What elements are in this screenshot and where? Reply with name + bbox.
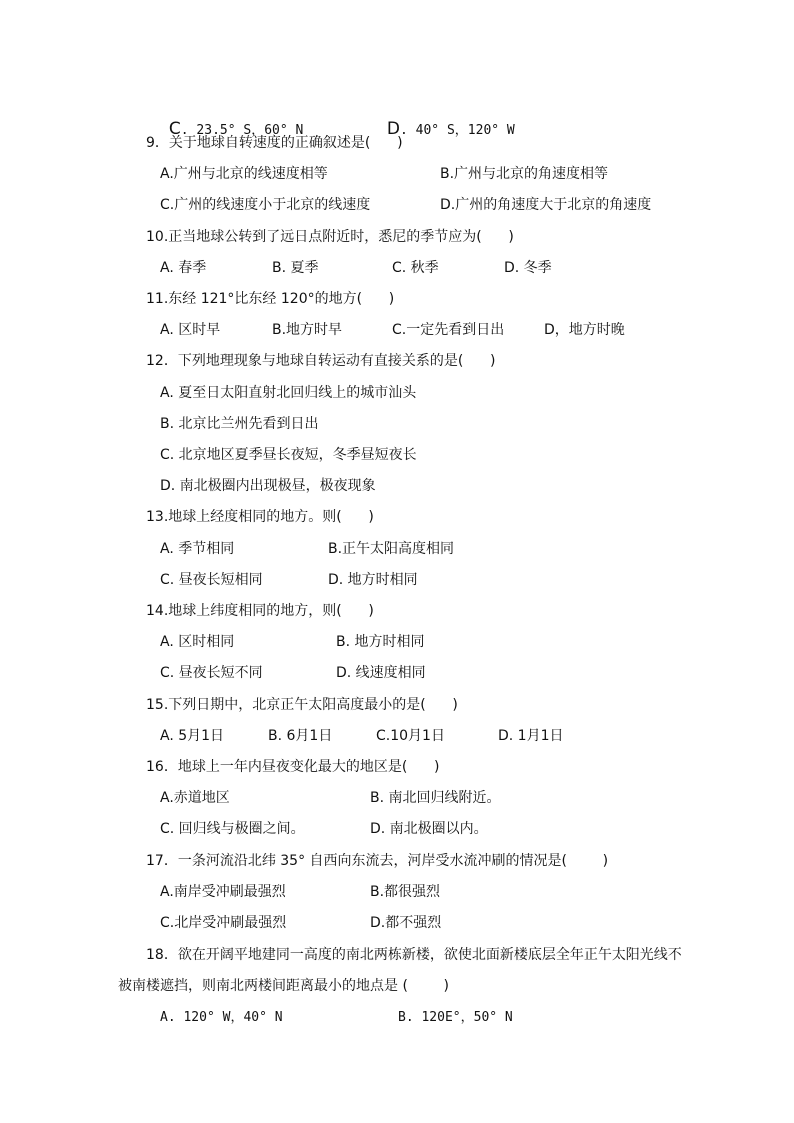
option: A. 120° W，40° N <box>160 1010 283 1025</box>
option: B. 地方时相同 <box>336 634 425 650</box>
option: B. 夏季 <box>272 260 319 276</box>
question-stem: 17．一条河流沿北纬 35° 自西向东流去，河岸受水流冲刷的情况是( ) <box>146 853 609 869</box>
option: D. 南北极圈以内。 <box>370 821 488 837</box>
question-stem: 9．关于地球自转速度的正确叙述是( ) <box>146 135 403 151</box>
option: B. 120E°，50° N <box>398 1010 513 1025</box>
option: A.赤道地区 <box>160 790 230 806</box>
option: B.都很强烈 <box>370 884 441 900</box>
option: D. 线速度相同 <box>336 665 426 681</box>
question-stem: 13.地球上经度相同的地方。则( ) <box>146 509 374 525</box>
question-stem: 12．下列地理现象与地球自转运动有直接关系的是( ) <box>146 353 496 369</box>
option: A.广州与北京的线速度相等 <box>160 166 328 182</box>
question-stem: 16．地球上一年内昼夜变化最大的地区是( ) <box>146 759 440 775</box>
option: A. 5月1日 <box>160 728 225 744</box>
option: A. 季节相同 <box>160 541 235 557</box>
option: A. 区时早 <box>160 322 221 338</box>
option: C. 昼夜长短相同 <box>160 572 263 588</box>
option-letter: C <box>168 119 181 139</box>
option: D. 冬季 <box>504 260 552 276</box>
question-stem: 10.正当地球公转到了远日点附近时，悉尼的季节应为( ) <box>146 229 514 245</box>
option: D. 1月1日 <box>498 728 564 744</box>
option: B. 6月1日 <box>268 728 333 744</box>
option: C.北岸受冲刷最强烈 <box>160 915 287 931</box>
option: C. 回归线与极圈之间。 <box>160 821 305 837</box>
question-stem-continued: 被南楼遮挡，则南北两楼间距离最小的地点是 ( ) <box>118 978 449 994</box>
option: C. 秋季 <box>392 260 439 276</box>
question-stem: 14.地球上纬度相同的地方，则( ) <box>146 603 374 619</box>
option: C.一定先看到日出 <box>392 322 505 338</box>
option: D. 地方时相同 <box>328 572 418 588</box>
option: C. 昼夜长短不同 <box>160 665 263 681</box>
option: B. 南北回归线附近。 <box>370 790 501 806</box>
option-text: . 40° S，120° W <box>400 123 515 138</box>
option: D. 南北极圈内出现极昼，极夜现象 <box>160 478 376 494</box>
option: B.广州与北京的角速度相等 <box>440 166 609 182</box>
option-text: . 23.5° S，60° N <box>180 123 304 138</box>
option: B. 北京比兰州先看到日出 <box>160 416 319 432</box>
option: D.广州的角速度大于北京的角速度 <box>440 197 652 213</box>
option: A.南岸受冲刷最强烈 <box>160 884 286 900</box>
option: C.广州的线速度小于北京的线速度 <box>160 197 371 213</box>
question-stem: 11.东经 121°比东经 120°的地方( ) <box>146 291 395 307</box>
option: C. 北京地区夏季昼长夜短，冬季昼短夜长 <box>160 447 417 463</box>
option: D.都不强烈 <box>370 915 442 931</box>
option: B.地方时早 <box>272 322 343 338</box>
question-stem: 18．欲在开阔平地建同一高度的南北两栋新楼，欲使北面新楼底层全年正午太阳光线不 <box>146 947 682 963</box>
question-stem: 15.下列日期中，北京正午太阳高度最小的是( ) <box>146 697 458 713</box>
option: D，地方时晚 <box>544 322 625 338</box>
option: A. 区时相同 <box>160 634 235 650</box>
option-letter: D <box>386 119 400 139</box>
option: A. 春季 <box>160 260 207 276</box>
option: A. 夏至日太阳直射北回归线上的城市汕头 <box>160 385 417 401</box>
option: B.正午太阳高度相同 <box>328 541 455 557</box>
option: C.10月1日 <box>376 728 445 744</box>
